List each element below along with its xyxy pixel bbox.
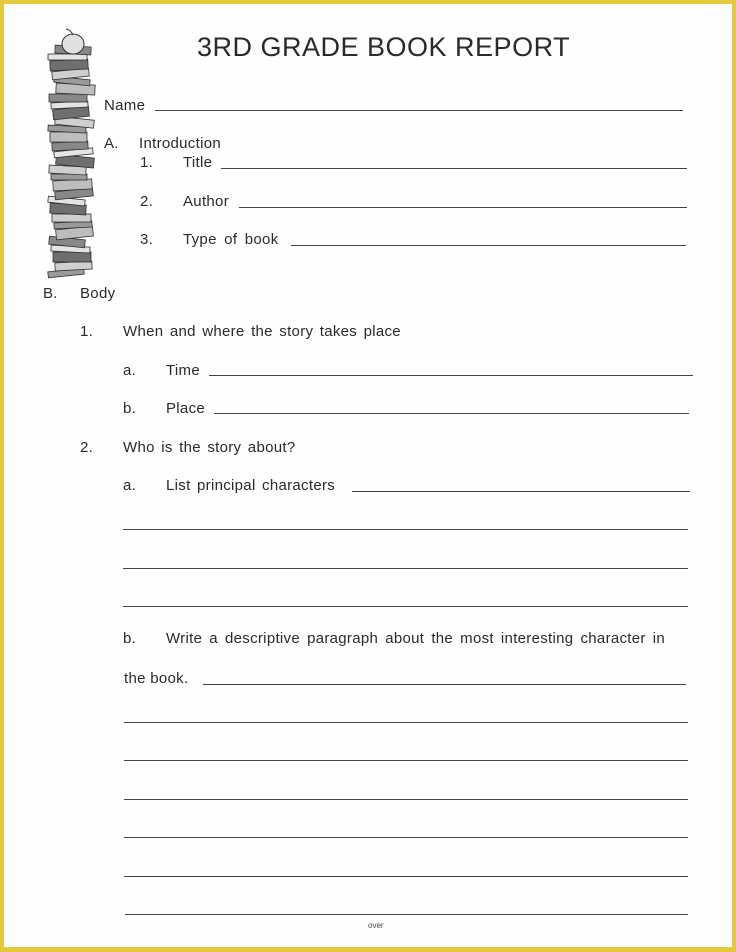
title-label: Title: [183, 154, 213, 171]
book-shape: [49, 94, 87, 102]
sub-letter: a.: [123, 477, 137, 494]
characters-line[interactable]: [352, 491, 690, 492]
paragraph-line[interactable]: [124, 837, 688, 838]
book-shape: [50, 59, 88, 71]
author-label: Author: [183, 193, 229, 210]
type-of-book-label: Type of book: [183, 231, 279, 248]
type-of-book-line[interactable]: [291, 245, 686, 246]
paragraph-line[interactable]: [203, 684, 686, 685]
item-number: 2.: [80, 439, 94, 456]
item-number: 1.: [80, 323, 94, 340]
time-label: Time: [166, 362, 200, 379]
name-line[interactable]: [155, 110, 683, 111]
book-shape: [50, 132, 87, 142]
author-line[interactable]: [239, 207, 687, 208]
characters-line[interactable]: [123, 568, 688, 569]
paragraph-line[interactable]: [124, 876, 688, 877]
descriptive-paragraph-prompt: Write a descriptive paragraph about the most interesting character in: [166, 630, 666, 647]
page-title: 3RD GRADE BOOK REPORT: [197, 32, 571, 62]
book-shape: [53, 179, 92, 191]
section-a-marker: A.: [104, 135, 119, 152]
paragraph-line[interactable]: [125, 914, 688, 915]
paragraph-line[interactable]: [124, 799, 688, 800]
section-b-heading: Body: [80, 285, 116, 302]
book-shape: [48, 54, 87, 60]
setting-question: When and where the story takes place: [123, 323, 401, 340]
over-footer: over: [368, 921, 384, 930]
item-number: 2.: [140, 193, 154, 210]
paragraph-line[interactable]: [124, 760, 688, 761]
apple-icon: [62, 34, 84, 54]
place-label: Place: [166, 400, 206, 417]
time-line[interactable]: [209, 375, 693, 376]
sub-letter: b.: [123, 400, 137, 417]
book-shape: [55, 261, 92, 271]
principal-characters-label: List principal characters: [166, 477, 336, 494]
item-number: 1.: [140, 154, 154, 171]
paragraph-line[interactable]: [124, 722, 688, 723]
characters-question: Who is the story about?: [123, 439, 296, 456]
worksheet-page: [4, 4, 732, 947]
book-shape: [53, 252, 91, 262]
title-line[interactable]: [221, 168, 687, 169]
section-b-marker: B.: [43, 285, 58, 302]
book-stack-apple-illustration: [44, 28, 100, 283]
place-line[interactable]: [214, 413, 689, 414]
characters-line[interactable]: [123, 606, 688, 607]
characters-line[interactable]: [123, 529, 688, 530]
descriptive-paragraph-prompt-cont: the book.: [124, 670, 189, 687]
section-a-heading: Introduction: [139, 135, 221, 152]
book-shape: [52, 141, 88, 151]
name-label: Name: [104, 97, 146, 114]
sub-letter: b.: [123, 630, 137, 647]
item-number: 3.: [140, 231, 154, 248]
sub-letter: a.: [123, 362, 137, 379]
